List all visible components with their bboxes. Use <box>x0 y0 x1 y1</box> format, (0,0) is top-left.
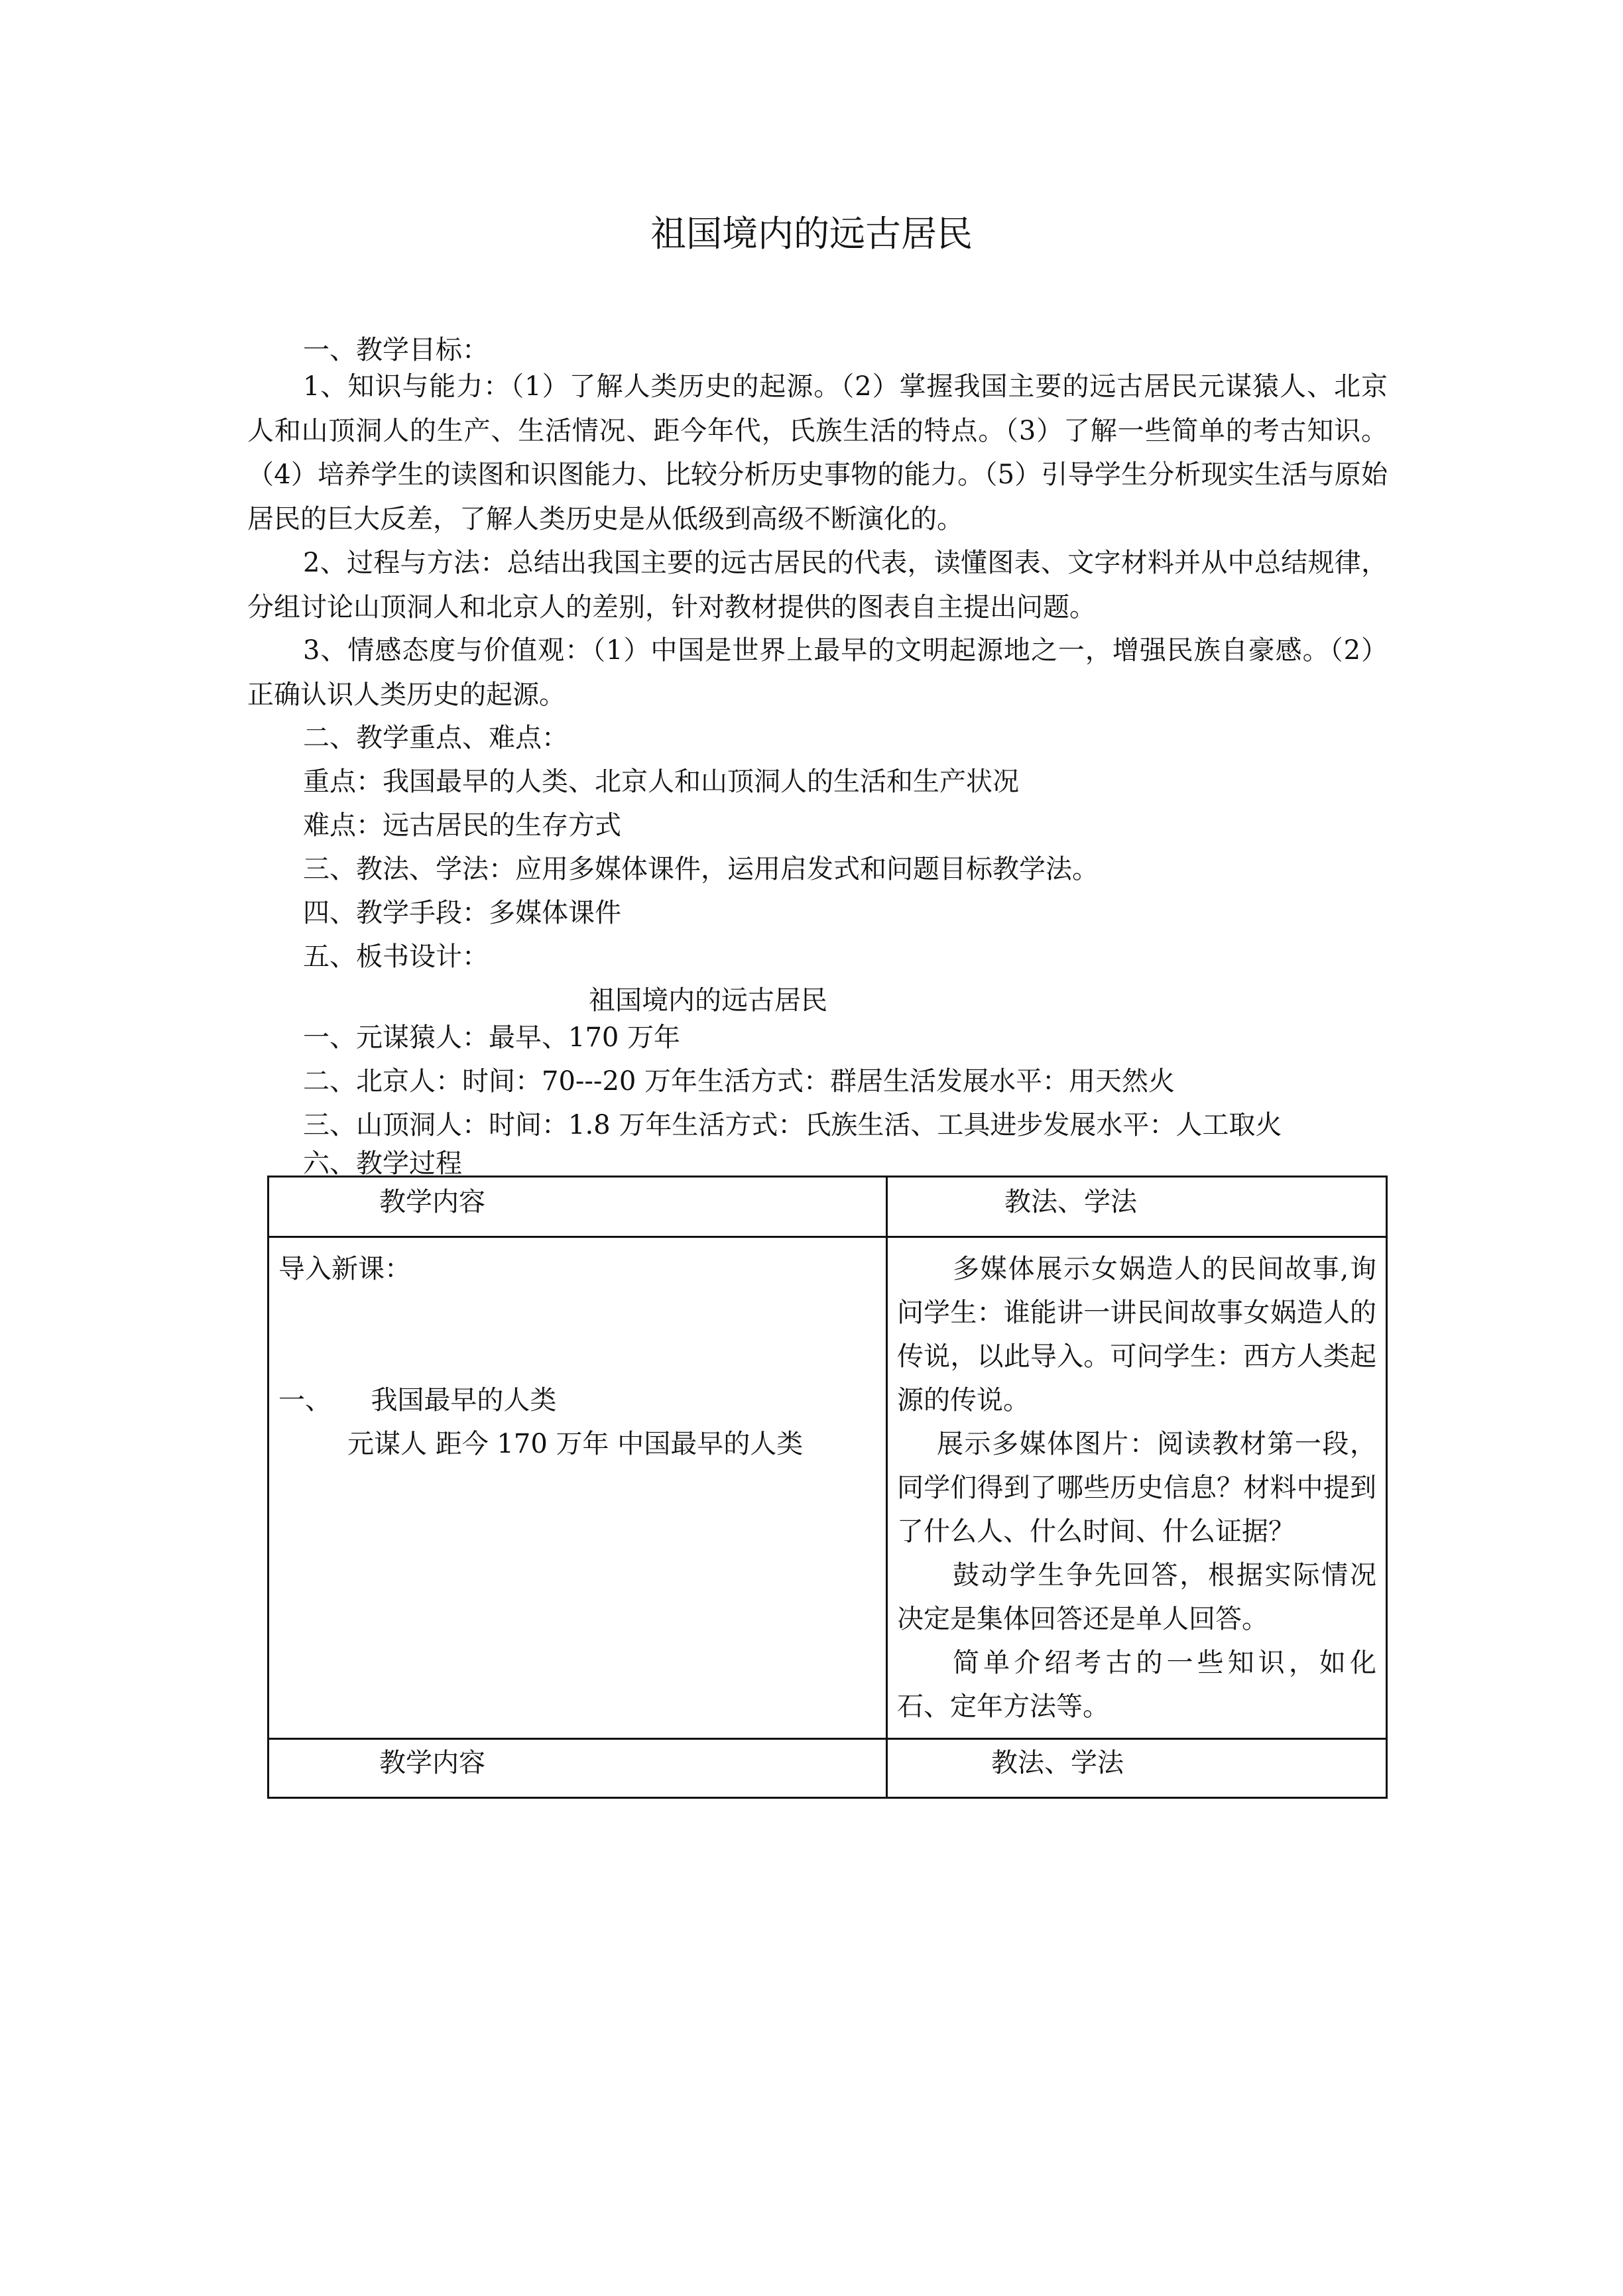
table-row <box>269 1237 1387 1739</box>
header-method-repeat: 教法、学法 <box>887 1739 1387 1798</box>
page-title: 祖国境内的远古居民 <box>650 213 973 255</box>
goal-knowledge: 1、知识与能力：（1）了解人类历史的起源。（2）掌握我国主要的远古居民元谋猿人、北京人和山顶洞人的生产、生活情况、距今年代，氏族生活的特点。（3）了解一些简单的考古知识。（4）培养学生的读图和识图能力、比较分析历史事物的能力。（5）引导学生分析现实生活与原始居民的巨大反差，了解人类历史是从低级到高级不断演化的。 <box>247 371 1388 534</box>
item-number: 一、 <box>278 1385 331 1416</box>
goal-attitude: 3、情感态度与价值观：（1）中国是世界上最早的文明起源地之一，增强民族自豪感。（2）正确认识人类历史的起源。 <box>247 635 1388 710</box>
key-heading: 二、教学重点、难点： <box>303 723 568 753</box>
board-item-1: 一、元谋猿人：最早、170 万年 <box>303 1022 681 1053</box>
goals-heading: 一、教学目标： <box>303 335 489 365</box>
item-detail: 元谋人 距今 170 万年 中国最早的人类 <box>347 1429 804 1459</box>
process-heading: 六、教学过程 <box>303 1148 462 1179</box>
goal-process: 2、过程与方法：总结出我国主要的远古居民的代表，读懂图表、文字材料并从中总结规律，分组讨论山顶洞人和北京人的差别，针对教材提供的图表自主提出问题。 <box>247 548 1388 623</box>
method-para-4: 简单介绍考古的一些知识，如化石、定年方法等。 <box>897 1648 1376 1722</box>
board-title: 祖国境内的远古居民 <box>589 985 827 1016</box>
table-header-row <box>269 1177 1387 1237</box>
intro-label: 导入新课： <box>278 1254 411 1284</box>
table-header-row-repeat <box>269 1739 1387 1798</box>
item-title: 我国最早的人类 <box>371 1385 557 1416</box>
header-content-repeat: 教学内容 <box>269 1739 887 1798</box>
row-method-cell <box>887 1237 1387 1739</box>
header-method: 教法、学法 <box>887 1177 1387 1237</box>
method-para-2: 展示多媒体图片：阅读教材第一段，同学们得到了哪些历史信息？材料中提到了什么人、什么时间、什么证据？ <box>897 1429 1376 1547</box>
board-item-3: 三、山顶洞人：时间：1.8 万年生活方式：氏族生活、工具进步发展水平：人工取火 <box>303 1110 1282 1140</box>
teaching-process-table <box>267 1176 1388 1799</box>
teaching-means: 四、教学手段：多媒体课件 <box>303 898 621 928</box>
header-content: 教学内容 <box>269 1177 887 1237</box>
row-content-cell <box>269 1237 887 1739</box>
item-heading <box>278 1378 876 1422</box>
method-para-3: 鼓动学生争先回答，根据实际情况决定是集体回答还是单人回答。 <box>897 1560 1376 1634</box>
board-item-2: 二、北京人：时间：70---20 万年生活方式：群居生活发展水平：用天然火 <box>303 1066 1175 1097</box>
teaching-methods: 三、教法、学法：应用多媒体课件，运用启发式和问题目标教学法。 <box>303 854 1099 884</box>
method-para-1: 多媒体展示女娲造人的民间故事,询问学生：谁能讲一讲民间故事女娲造人的传说，以此导入。可问学生：西方人类起源的传说。 <box>897 1254 1376 1416</box>
key-point: 重点：我国最早的人类、北京人和山顶洞人的生活和生产状况 <box>303 766 1019 797</box>
difficult-point: 难点：远古居民的生存方式 <box>303 810 621 841</box>
board-heading: 五、板书设计： <box>303 941 489 972</box>
